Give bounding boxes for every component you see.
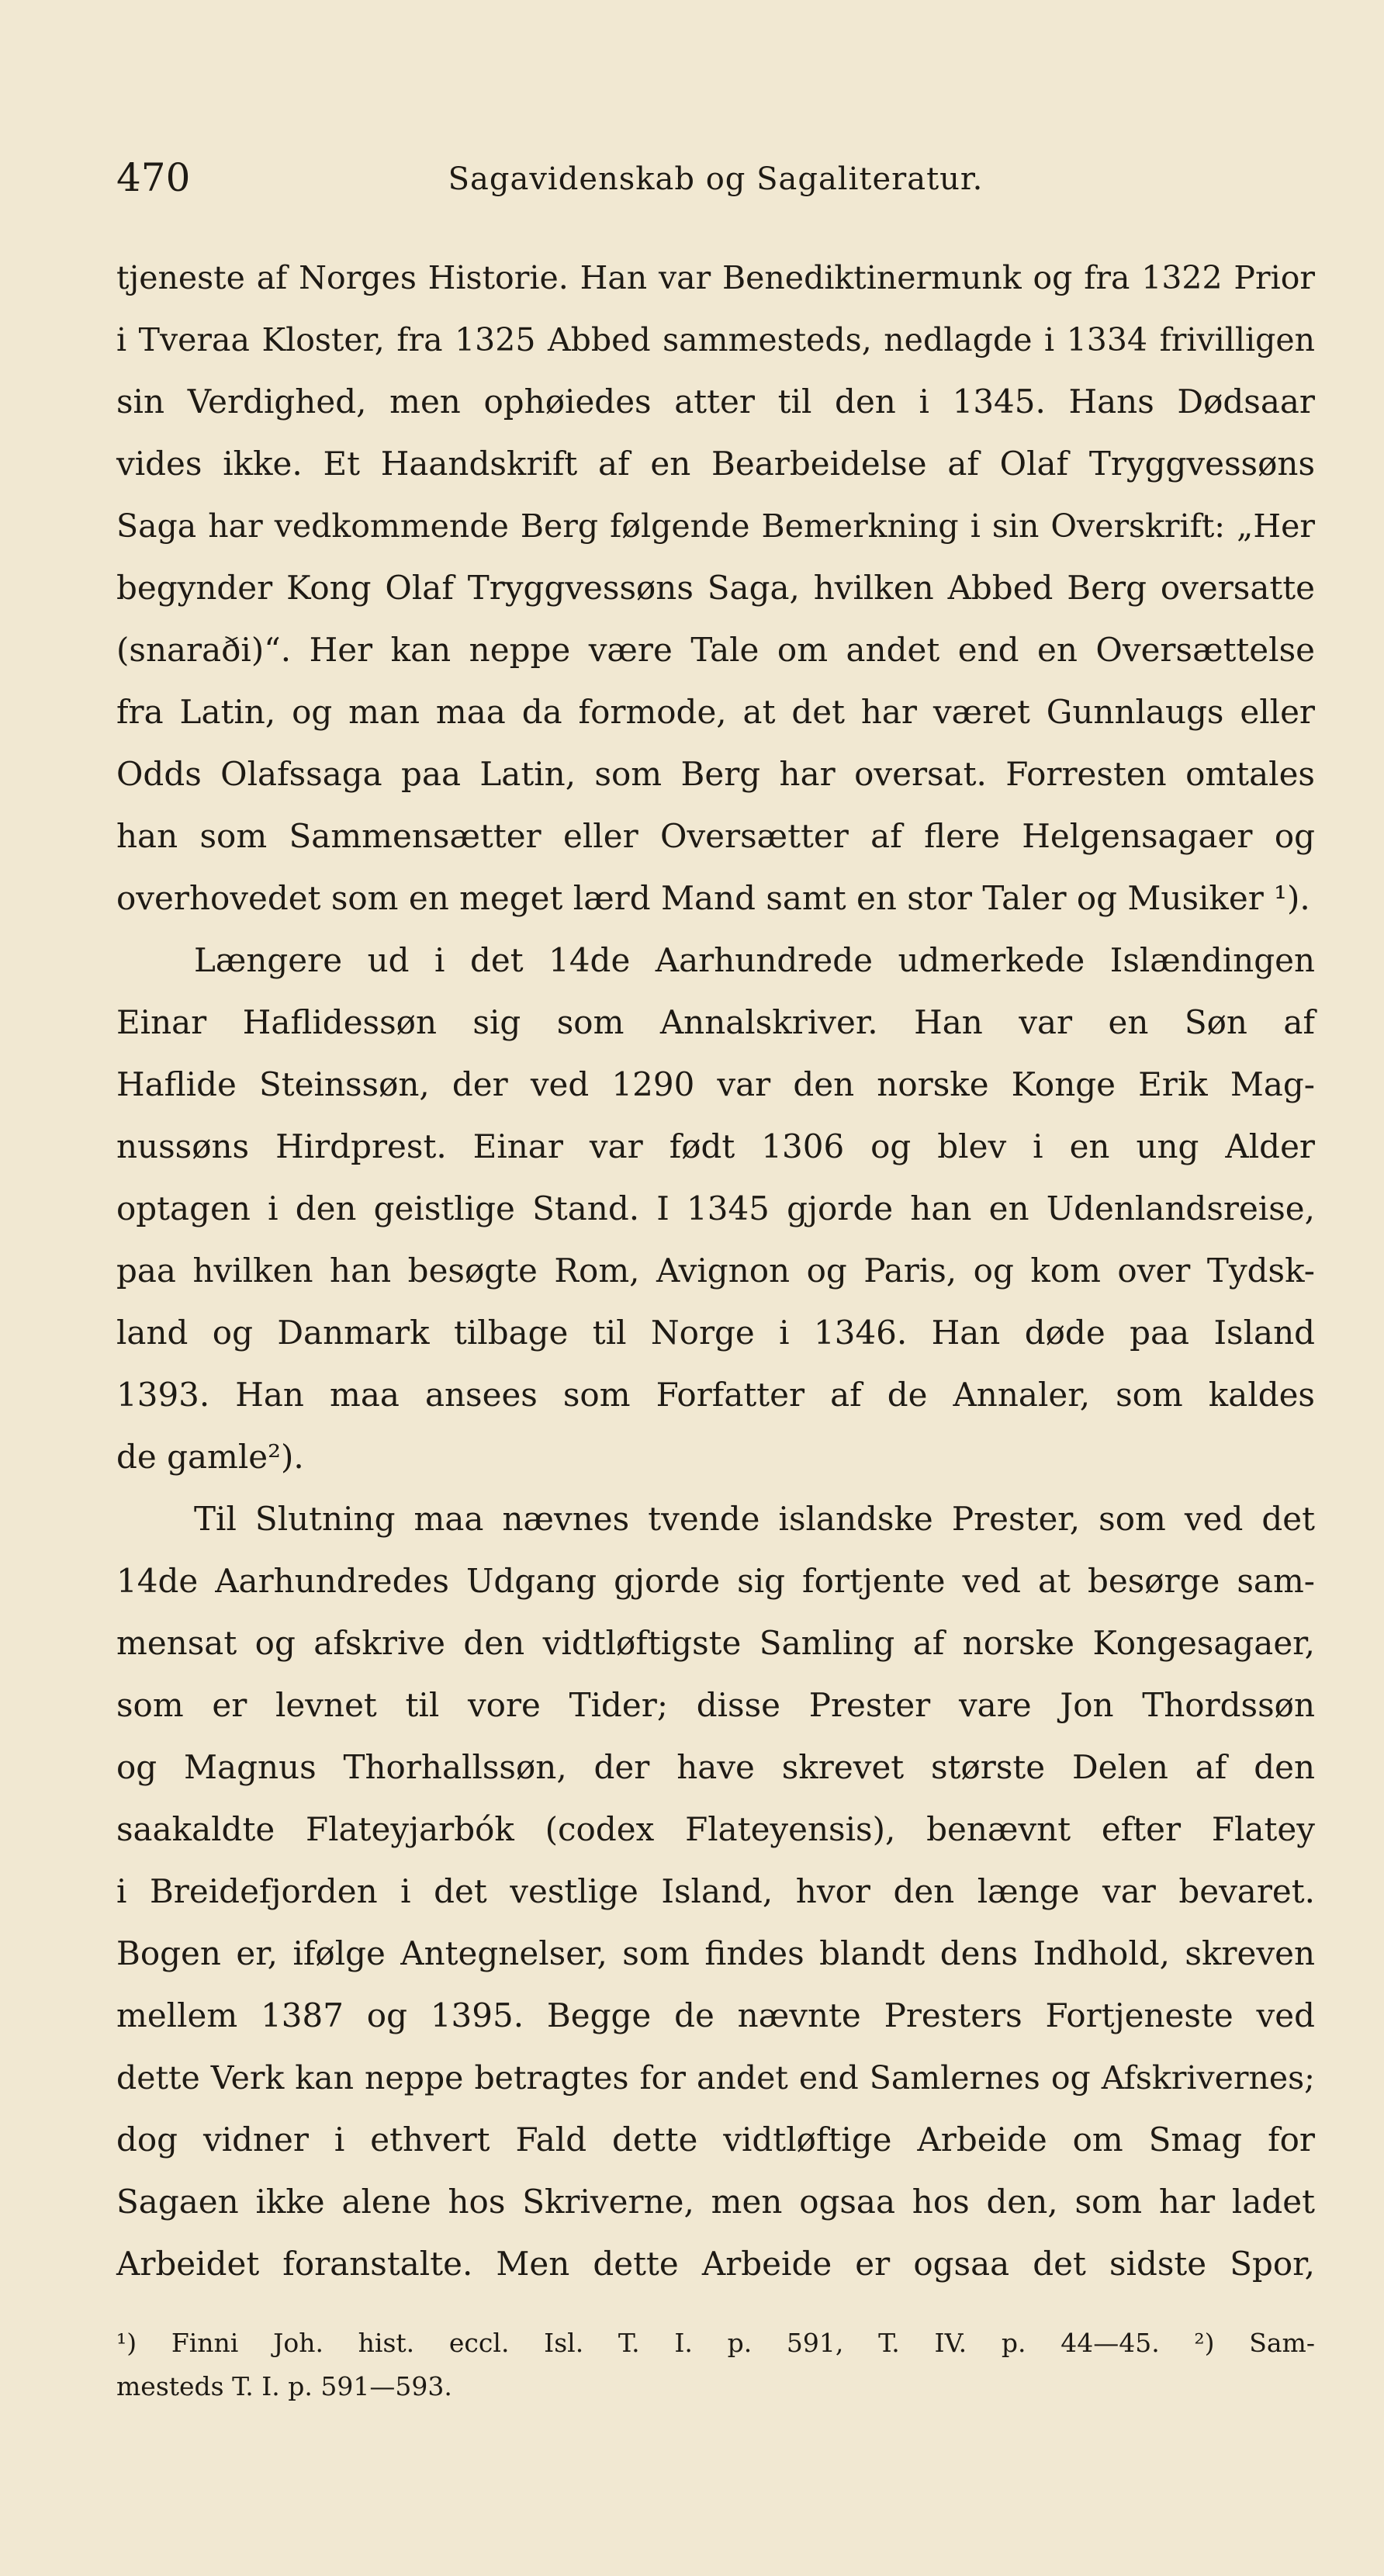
footnote-line: ¹) Finni Joh. hist. eccl. Isl. T. I. p. 591, T. IV. p. 44—45. ²) Sam- xyxy=(116,2328,1315,2358)
text-line: Længere ud i det 14de Aarhundrede udmerkede Islændingen xyxy=(194,941,1315,979)
text-line: overhovedet som en meget lærd Mand samt en stor Taler og Musiker ¹). xyxy=(116,879,1310,917)
text-line: Arbeidet foranstalte. Men dette Arbeide er ogsaa det sidste Spor, xyxy=(116,2245,1315,2283)
text-line: Einar Haflidessøn sig som Annalskriver. Han var en Søn af xyxy=(116,1003,1315,1041)
page-number: 470 xyxy=(116,155,191,200)
text-line: nussøns Hirdprest. Einar var født 1306 og blev i en ung Alder xyxy=(116,1127,1315,1165)
text-line: i Breidefjorden i det vestlige Island, hvor den længe var bevaret. xyxy=(116,1872,1315,1910)
page-header xyxy=(116,155,1315,209)
running-title: Sagavidenskab og Sagaliteratur. xyxy=(448,161,984,197)
text-line: Til Slutning maa nævnes tvende islandske Prester, som ved det xyxy=(194,1500,1315,1538)
text-line: i Tveraa Kloster, fra 1325 Abbed sammesteds, nedlagde i 1334 frivilligen xyxy=(116,321,1315,358)
text-line: de gamle²). xyxy=(116,1438,304,1476)
text-line: Sagaen ikke alene hos Skriverne, men ogsaa hos den, som har ladet xyxy=(116,2183,1315,2221)
text-line: sin Verdighed, men ophøiedes atter til den i 1345. Hans Dødsaar xyxy=(116,383,1315,421)
footnote-line: mesteds T. I. p. 591—593. xyxy=(116,2371,452,2401)
text-line: (snaraði)“. Her kan neppe være Tale om andet end en Oversættelse xyxy=(116,631,1315,669)
text-line: 1393. Han maa ansees som Forfatter af de Annaler, som kaldes xyxy=(116,1376,1315,1414)
text-line: optagen i den geistlige Stand. I 1345 gjorde han en Udenlandsreise, xyxy=(116,1189,1315,1227)
text-line: tjeneste af Norges Historie. Han var Benediktinermunk og fra 1322 Prior xyxy=(116,259,1315,296)
text-line: dog vidner i ethvert Fald dette vidtløftige Arbeide om Smag for xyxy=(116,2121,1315,2159)
text-line: land og Danmark tilbage til Norge i 1346. Han døde paa Island xyxy=(116,1314,1315,1352)
text-line: 14de Aarhundredes Udgang gjorde sig fortjente ved at besørge sam- xyxy=(116,1562,1315,1600)
text-line: han som Sammensætter eller Oversætter af flere Helgensagaer og xyxy=(116,817,1315,855)
text-line: og Magnus Thorhallssøn, der have skrevet største Delen af den xyxy=(116,1748,1315,1786)
text-line: Bogen er, ifølge Antegnelser, som findes blandt dens Indhold, skreven xyxy=(116,1934,1315,1972)
text-line: fra Latin, og man maa da formode, at det har været Gunnlaugs eller xyxy=(116,693,1315,731)
body-text xyxy=(116,247,1315,2295)
text-line: mellem 1387 og 1395. Begge de nævnte Presters Fortjeneste ved xyxy=(116,1996,1315,2034)
text-line: Odds Olafssaga paa Latin, som Berg har oversat. Forresten omtales xyxy=(116,755,1315,793)
text-line: mensat og afskrive den vidtløftigste Samling af norske Kongesagaer, xyxy=(116,1624,1315,1662)
text-line: vides ikke. Et Haandskrift af en Bearbeidelse af Olaf Tryggvessøns xyxy=(116,445,1315,483)
text-line: paa hvilken han besøgte Rom, Avignon og Paris, og kom over Tydsk- xyxy=(116,1252,1315,1290)
footnotes xyxy=(116,2322,1315,2408)
text-line: Haflide Steinssøn, der ved 1290 var den norske Konge Erik Mag- xyxy=(116,1065,1315,1103)
text-line: som er levnet til vore Tider; disse Prester vare Jon Thordssøn xyxy=(116,1686,1315,1724)
text-line: dette Verk kan neppe betragtes for andet end Samlernes og Afskrivernes; xyxy=(116,2059,1315,2096)
text-line: Saga har vedkommende Berg følgende Bemerkning i sin Overskrift: „Her xyxy=(116,507,1315,545)
text-line: saakaldte Flateyjarbók (codex Flateyensis), benævnt efter Flatey xyxy=(116,1810,1315,1848)
text-line: begynder Kong Olaf Tryggvessøns Saga, hvilken Abbed Berg oversatte xyxy=(116,569,1315,607)
